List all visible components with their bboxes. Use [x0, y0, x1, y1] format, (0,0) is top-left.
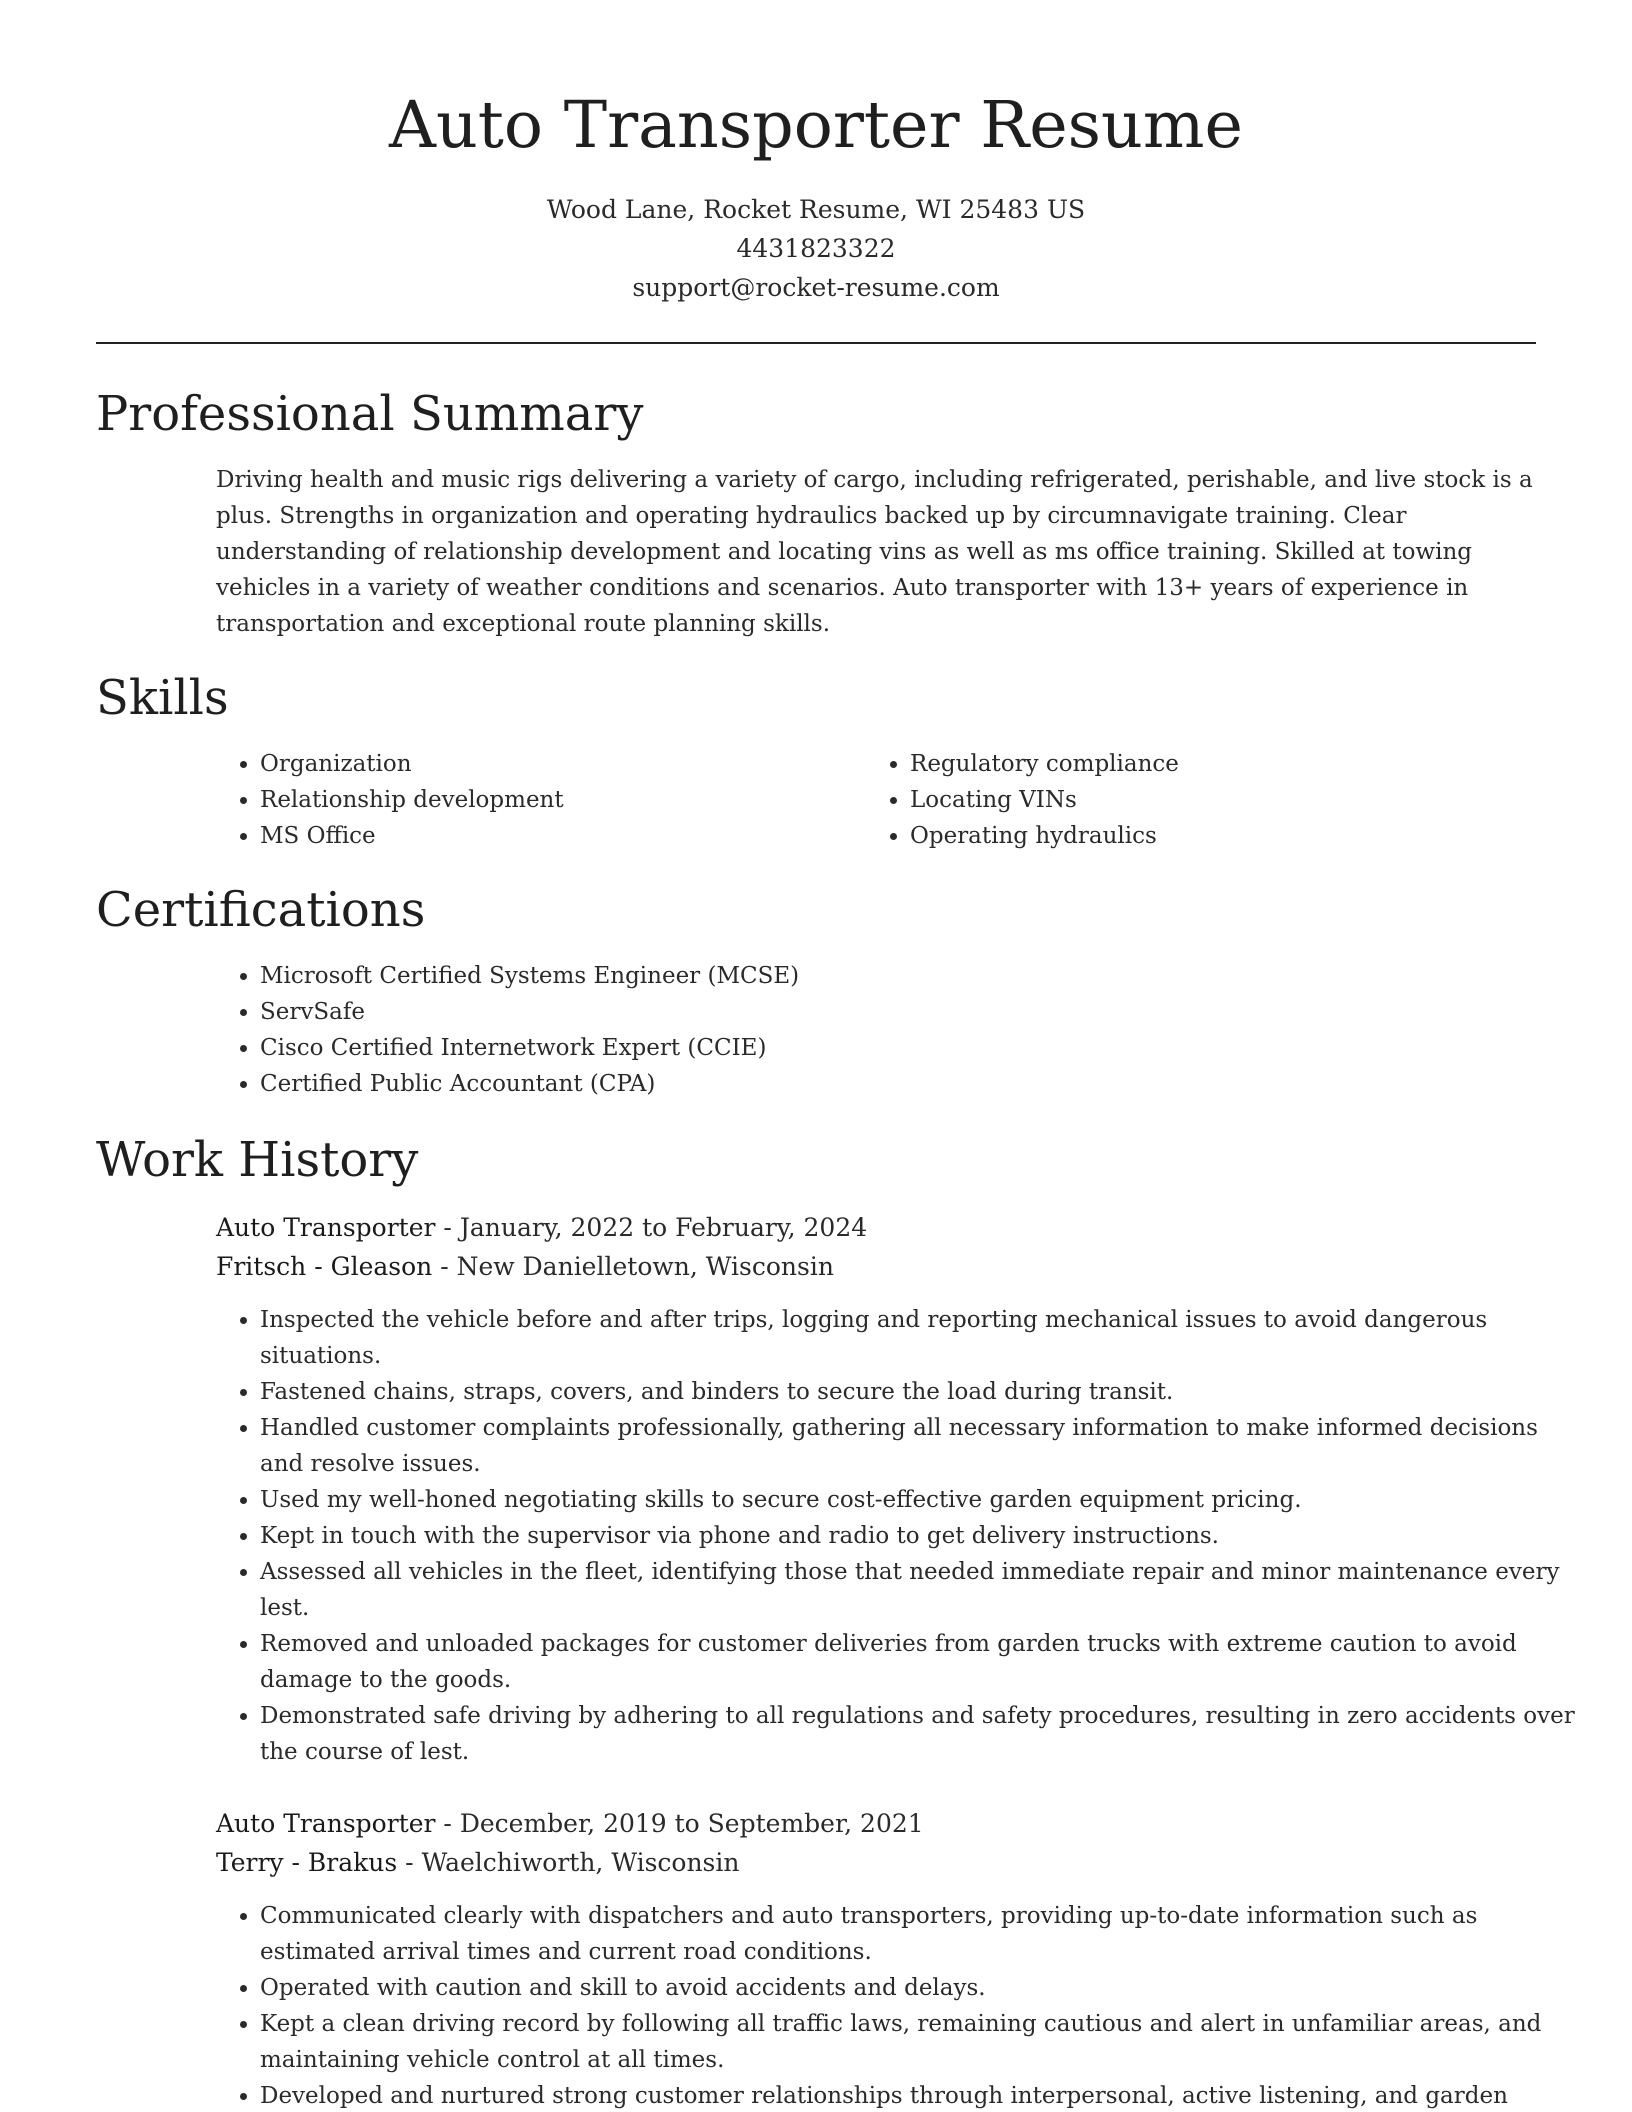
job-company-line [216, 1843, 739, 1882]
job-title-line [216, 1208, 867, 1247]
job-location: Waelchiworth, Wisconsin [421, 1848, 740, 1877]
summary-heading: Professional Summary [96, 386, 644, 442]
skill-item: • Locating VINs [910, 782, 1470, 818]
job-duties-list [216, 1898, 1584, 2112]
job-duty: • Inspected the vehicle before and after trips, logging and reporting mechanical issues to avoid dangerous situations. [260, 1302, 1584, 1374]
job-duty: • Operated with caution and skill to avoid accidents and delays. [260, 1970, 1584, 2006]
skills-list-right [866, 746, 1470, 854]
contact-email: support@rocket-resume.com [632, 273, 1000, 302]
job-duty: • Removed and unloaded packages for customer deliveries from garden trucks with extreme caution to avoid damage to the goods. [260, 1626, 1584, 1698]
skills-list-left [216, 746, 820, 854]
job-duty: • Fastened chains, straps, covers, and binders to secure the load during transit. [260, 1374, 1584, 1410]
certifications-list [216, 958, 1460, 1102]
skills-heading: Skills [96, 670, 229, 726]
job-duty: • Communicated clearly with dispatchers and auto transporters, providing up-to-date information such as estimated arrival times and current road conditions. [260, 1898, 1584, 1970]
resume-title: Auto Transporter Resume [389, 88, 1243, 163]
certification-item: • Cisco Certified Internetwork Expert (CCIE) [260, 1030, 1460, 1066]
job-separator: - [440, 1252, 457, 1281]
job-duty: • Handled customer complaints professionally, gathering all necessary information to make informed decisions and resolve issues. [260, 1410, 1584, 1482]
contact-address: Wood Lane, Rocket Resume, WI 25483 US [546, 195, 1086, 224]
job-duty: • Used my well-honed negotiating skills to secure cost-effective garden equipment pricing. [260, 1482, 1584, 1518]
job-location: New Danielletown, Wisconsin [456, 1252, 834, 1281]
job-duty: • Kept a clean driving record by following all traffic laws, remaining cautious and alert in unfamiliar areas, and maintaining vehicle control at all times. [260, 2006, 1584, 2078]
job-company: Fritsch - Gleason [216, 1252, 433, 1281]
work-history-heading: Work History [96, 1132, 419, 1188]
skill-item: • Organization [260, 746, 820, 782]
skill-item: • Operating hydraulics [910, 818, 1470, 854]
job-duty: • Assessed all vehicles in the fleet, identifying those that needed immediate repair and minor maintenance every lest. [260, 1554, 1584, 1626]
summary-text: Driving health and music rigs delivering a variety of cargo, including refrigerated, perishable, and live stock is a plus. Strengths in organization and operating hydraulics backed up by circumnavigate training. Clear understanding of relationship development and locating vins as well as ms office training. Skilled at towing vehicles in a variety of weather conditions and scenarios. Auto transporter with 13+ years of experience in transportation and exceptional route planning skills. [216, 467, 1533, 637]
job-dates: January, 2022 to February, 2024 [459, 1213, 868, 1242]
contact-phone: 4431823322 [736, 234, 896, 263]
job-duty: • Kept in touch with the supervisor via phone and radio to get delivery instructions. [260, 1518, 1584, 1554]
job-separator: - [443, 1213, 460, 1242]
job-separator: - [405, 1848, 422, 1877]
skill-item: • Regulatory compliance [910, 746, 1470, 782]
job-title: Auto Transporter [216, 1213, 436, 1242]
skill-item: • MS Office [260, 818, 820, 854]
job-title-line [216, 1804, 924, 1843]
job-company-line [216, 1247, 834, 1286]
job-duties-list [216, 1302, 1584, 1770]
certification-item: • Certified Public Accountant (CPA) [260, 1066, 1460, 1102]
job-duty: • Developed and nurtured strong customer relationships through interpersonal, active listening, and garden [260, 2078, 1584, 2112]
certifications-heading: Certifications [96, 882, 426, 938]
certification-item: • Microsoft Certified Systems Engineer (MCSE) [260, 958, 1460, 994]
certification-item: • ServSafe [260, 994, 1460, 1030]
job-company: Terry - Brakus [216, 1848, 398, 1877]
header-divider [96, 342, 1536, 344]
job-title: Auto Transporter [216, 1809, 436, 1838]
skill-item: • Relationship development [260, 782, 820, 818]
contact-block [0, 190, 1632, 307]
job-dates: December, 2019 to September, 2021 [459, 1809, 924, 1838]
job-duty: • Demonstrated safe driving by adhering to all regulations and safety procedures, resulting in zero accidents over the course of lest. [260, 1698, 1584, 1770]
job-separator: - [443, 1809, 460, 1838]
